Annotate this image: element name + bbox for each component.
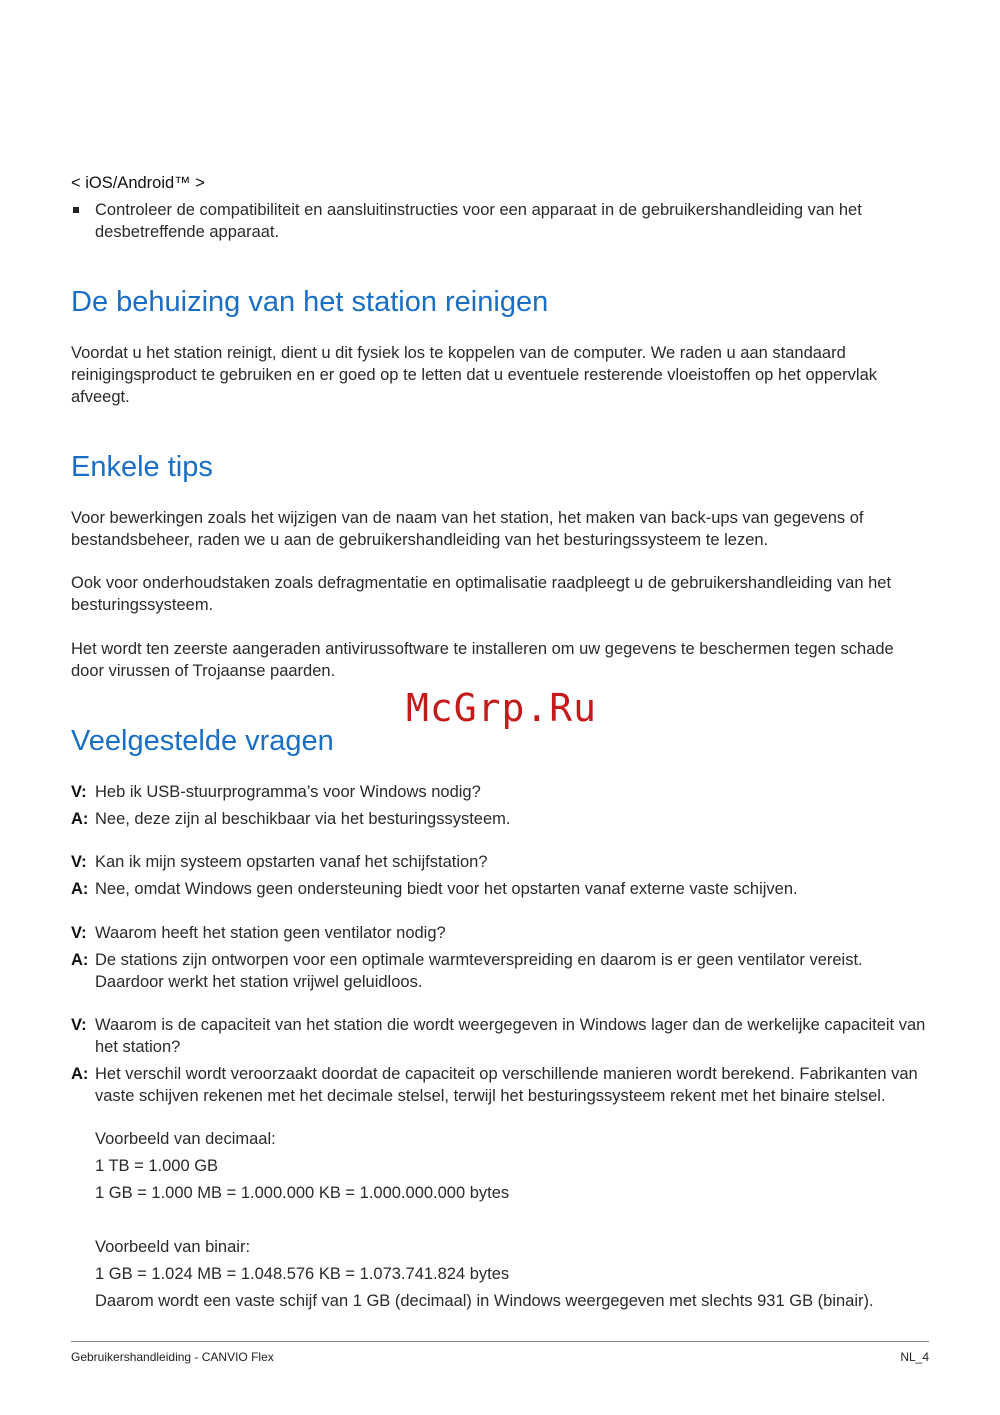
question-text: Heb ik USB-stuurprogramma’s voor Windows nodig? bbox=[95, 783, 481, 801]
ios-android-subhead: < iOS/Android™ > bbox=[71, 174, 205, 192]
ios-bullet-text: Controleer de compatibiliteit en aansluitinstructies voor een apparaat in de gebruikershandleiding van het desbetreffende apparaat. bbox=[95, 201, 862, 241]
faq-item-1 bbox=[71, 781, 929, 835]
faq-question bbox=[71, 1014, 929, 1058]
faq-heading: Veelgestelde vragen bbox=[71, 725, 334, 757]
faq-item-3 bbox=[71, 922, 929, 998]
decimal-example bbox=[95, 1128, 929, 1209]
ios-bullet-item bbox=[71, 199, 929, 243]
faq-answer bbox=[71, 949, 929, 993]
decimal-example-line-1: 1 TB = 1.000 GB bbox=[95, 1157, 219, 1175]
answer-text: Het verschil wordt veroorzaakt doordat de capaciteit op verschillende manieren wordt berekend. Fabrikanten van vaste schijven rekenen met het decimale stelsel, terwijl het besturingssysteem rekent met het binaire stelsel. bbox=[95, 1065, 918, 1105]
tips-heading: Enkele tips bbox=[71, 451, 213, 483]
faq-question bbox=[71, 851, 929, 873]
tips-paragraph-3: Het wordt ten zeerste aangeraden antivirussoftware te installeren om uw gegevens te beschermen tegen schade door virussen of Trojaanse paarden. bbox=[71, 640, 894, 680]
faq-answer bbox=[71, 878, 929, 900]
footer-document-title: Gebruikershandleiding - CANVIO Flex bbox=[71, 1350, 274, 1364]
cleaning-paragraph: Voordat u het station reinigt, dient u dit fysiek los te koppelen van de computer. We raden u aan standaard reinigingsproduct te gebruiken en er goed op te letten dat u eventuele resterende vloeistoffen op het oppervlak afveegt. bbox=[71, 344, 878, 406]
answer-text: Nee, omdat Windows geen ondersteuning biedt voor het opstarten vanaf externe vaste schijven. bbox=[95, 880, 798, 898]
tips-paragraph-2: Ook voor onderhoudstaken zoals defragmentatie en optimalisatie raadpleegt u de gebruikershandleiding van het besturingssysteem. bbox=[71, 574, 892, 614]
decimal-example-line-2: 1 GB = 1.000 MB = 1.000.000 KB = 1.000.000.000 bytes bbox=[95, 1184, 510, 1202]
faq-answer bbox=[71, 1063, 929, 1107]
binary-example-line-2: Daarom wordt een vaste schijf van 1 GB (decimaal) in Windows weergegeven met slechts 931 GB (binair). bbox=[95, 1292, 874, 1310]
decimal-example-title: Voorbeeld van decimaal: bbox=[95, 1130, 276, 1148]
question-label: V: bbox=[71, 783, 87, 801]
answer-text: De stations zijn ontworpen voor een optimale warmteverspreiding en daarom is er geen ventilator vereist. Daardoor werkt het station vrijwel geluidloos. bbox=[95, 951, 863, 991]
watermark-text: McGrp.Ru bbox=[406, 686, 598, 730]
faq-answer bbox=[71, 808, 929, 830]
cleaning-heading: De behuizing van het station reinigen bbox=[71, 286, 549, 318]
faq-item-2 bbox=[71, 851, 929, 905]
question-label: V: bbox=[71, 853, 87, 871]
faq-question bbox=[71, 922, 929, 944]
question-text: Waarom heeft het station geen ventilator nodig? bbox=[95, 924, 446, 942]
answer-label: A: bbox=[71, 1065, 89, 1083]
tips-paragraph-1: Voor bewerkingen zoals het wijzigen van de naam van het station, het maken van back-ups van gegevens of bestandsbeheer, raden we u aan de gebruikershandleiding van het besturingssysteem te lezen. bbox=[71, 509, 864, 549]
answer-label: A: bbox=[71, 810, 89, 828]
binary-example-line-1: 1 GB = 1.024 MB = 1.048.576 KB = 1.073.741.824 bytes bbox=[95, 1265, 510, 1283]
question-label: V: bbox=[71, 1016, 87, 1034]
binary-example-title: Voorbeeld van binair: bbox=[95, 1238, 251, 1256]
footer-page-number: NL_4 bbox=[900, 1350, 929, 1364]
question-text: Waarom is de capaciteit van het station die wordt weergegeven in Windows lager dan de werkelijke capaciteit van het station? bbox=[95, 1016, 926, 1056]
answer-label: A: bbox=[71, 951, 89, 969]
answer-text: Nee, deze zijn al beschikbaar via het besturingssysteem. bbox=[95, 810, 511, 828]
answer-label: A: bbox=[71, 880, 89, 898]
question-text: Kan ik mijn systeem opstarten vanaf het schijfstation? bbox=[95, 853, 488, 871]
faq-question bbox=[71, 781, 929, 803]
question-label: V: bbox=[71, 924, 87, 942]
footer-divider bbox=[71, 1341, 929, 1342]
faq-item-4 bbox=[71, 1014, 929, 1112]
square-bullet-icon bbox=[73, 207, 79, 213]
binary-example bbox=[95, 1236, 929, 1317]
